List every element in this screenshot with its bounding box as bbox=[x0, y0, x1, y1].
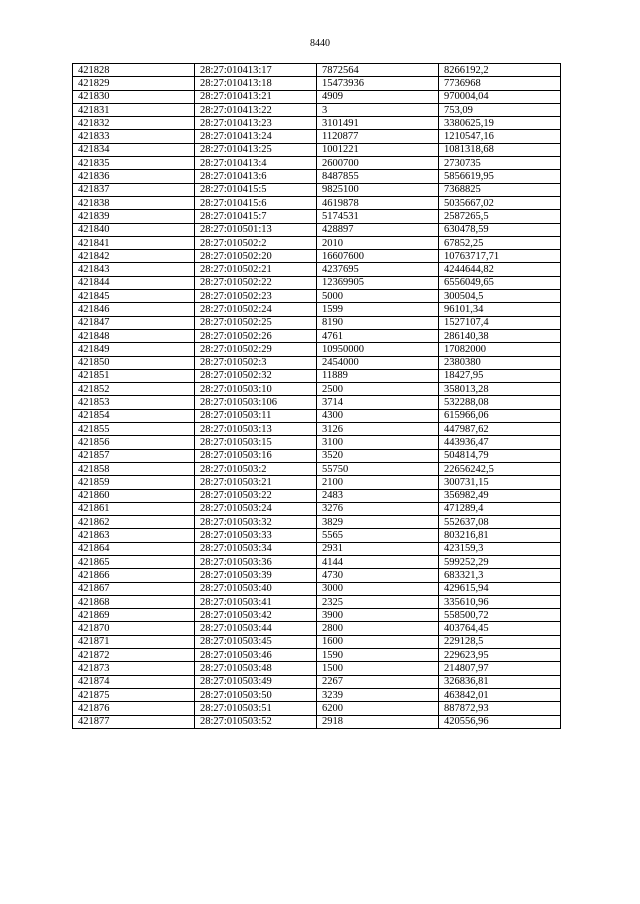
cadastral-number-cell: 28:27:010503:33 bbox=[195, 529, 317, 542]
area-cell: 9825100 bbox=[317, 183, 439, 196]
cadastral-number-cell: 28:27:010502:25 bbox=[195, 316, 317, 329]
cadastral-number-cell: 28:27:010503:48 bbox=[195, 662, 317, 675]
record-id-cell: 421861 bbox=[73, 502, 195, 515]
cadastral-number-cell: 28:27:010501:13 bbox=[195, 223, 317, 236]
record-id-cell: 421871 bbox=[73, 635, 195, 648]
data-table bbox=[72, 63, 561, 729]
record-id-cell: 421843 bbox=[73, 263, 195, 276]
value-cell: 630478,59 bbox=[439, 223, 561, 236]
cadastral-number-cell: 28:27:010503:16 bbox=[195, 449, 317, 462]
table-row bbox=[73, 196, 561, 209]
value-cell: 7736968 bbox=[439, 77, 561, 90]
cadastral-number-cell: 28:27:010503:50 bbox=[195, 688, 317, 701]
area-cell: 3276 bbox=[317, 502, 439, 515]
record-id-cell: 421851 bbox=[73, 369, 195, 382]
table-row bbox=[73, 688, 561, 701]
cadastral-number-cell: 28:27:010502:20 bbox=[195, 250, 317, 263]
table-row bbox=[73, 582, 561, 595]
table-row bbox=[73, 343, 561, 356]
record-id-cell: 421854 bbox=[73, 409, 195, 422]
page-number: 8440 bbox=[310, 38, 330, 49]
value-cell: 504814,79 bbox=[439, 449, 561, 462]
value-cell: 803216,81 bbox=[439, 529, 561, 542]
area-cell: 6200 bbox=[317, 702, 439, 715]
area-cell: 4761 bbox=[317, 329, 439, 342]
table-row bbox=[73, 130, 561, 143]
cadastral-number-cell: 28:27:010503:40 bbox=[195, 582, 317, 595]
cadastral-number-cell: 28:27:010502:21 bbox=[195, 263, 317, 276]
cadastral-number-cell: 28:27:010415:7 bbox=[195, 210, 317, 223]
table-row bbox=[73, 383, 561, 396]
table-row bbox=[73, 223, 561, 236]
area-cell: 3520 bbox=[317, 449, 439, 462]
record-id-cell: 421838 bbox=[73, 196, 195, 209]
cadastral-number-cell: 28:27:010503:32 bbox=[195, 516, 317, 529]
value-cell: 552637,08 bbox=[439, 516, 561, 529]
cadastral-number-cell: 28:27:010503:52 bbox=[195, 715, 317, 728]
value-cell: 335610,96 bbox=[439, 595, 561, 608]
value-cell: 8266192,2 bbox=[439, 64, 561, 77]
area-cell: 55750 bbox=[317, 462, 439, 475]
record-id-cell: 421848 bbox=[73, 329, 195, 342]
value-cell: 599252,29 bbox=[439, 555, 561, 568]
table-row bbox=[73, 675, 561, 688]
cadastral-number-cell: 28:27:010413:22 bbox=[195, 103, 317, 116]
record-id-cell: 421869 bbox=[73, 609, 195, 622]
value-cell: 1081318,68 bbox=[439, 143, 561, 156]
record-id-cell: 421867 bbox=[73, 582, 195, 595]
cadastral-number-cell: 28:27:010415:6 bbox=[195, 196, 317, 209]
record-id-cell: 421866 bbox=[73, 569, 195, 582]
value-cell: 403764,45 bbox=[439, 622, 561, 635]
cadastral-number-cell: 28:27:010503:42 bbox=[195, 609, 317, 622]
table-row bbox=[73, 409, 561, 422]
area-cell: 8487855 bbox=[317, 170, 439, 183]
record-id-cell: 421855 bbox=[73, 423, 195, 436]
table-row bbox=[73, 276, 561, 289]
table-row bbox=[73, 263, 561, 276]
cadastral-number-cell: 28:27:010503:13 bbox=[195, 423, 317, 436]
record-id-cell: 421858 bbox=[73, 462, 195, 475]
value-cell: 286140,38 bbox=[439, 329, 561, 342]
table-row bbox=[73, 103, 561, 116]
value-cell: 420556,96 bbox=[439, 715, 561, 728]
record-id-cell: 421840 bbox=[73, 223, 195, 236]
area-cell: 2267 bbox=[317, 675, 439, 688]
value-cell: 5856619,95 bbox=[439, 170, 561, 183]
record-id-cell: 421849 bbox=[73, 343, 195, 356]
area-cell: 2010 bbox=[317, 236, 439, 249]
cadastral-number-cell: 28:27:010503:36 bbox=[195, 555, 317, 568]
record-id-cell: 421835 bbox=[73, 157, 195, 170]
area-cell: 3829 bbox=[317, 516, 439, 529]
record-id-cell: 421833 bbox=[73, 130, 195, 143]
record-id-cell: 421836 bbox=[73, 170, 195, 183]
area-cell: 2800 bbox=[317, 622, 439, 635]
value-cell: 2380380 bbox=[439, 356, 561, 369]
value-cell: 683321,3 bbox=[439, 569, 561, 582]
record-id-cell: 421860 bbox=[73, 489, 195, 502]
record-id-cell: 421845 bbox=[73, 290, 195, 303]
area-cell: 2918 bbox=[317, 715, 439, 728]
table-row bbox=[73, 449, 561, 462]
cadastral-number-cell: 28:27:010503:10 bbox=[195, 383, 317, 396]
record-id-cell: 421830 bbox=[73, 90, 195, 103]
cadastral-number-cell: 28:27:010503:49 bbox=[195, 675, 317, 688]
value-cell: 356982,49 bbox=[439, 489, 561, 502]
record-id-cell: 421870 bbox=[73, 622, 195, 635]
area-cell: 11889 bbox=[317, 369, 439, 382]
record-id-cell: 421864 bbox=[73, 542, 195, 555]
value-cell: 214807,97 bbox=[439, 662, 561, 675]
area-cell: 3000 bbox=[317, 582, 439, 595]
value-cell: 22656242,5 bbox=[439, 462, 561, 475]
record-id-cell: 421876 bbox=[73, 702, 195, 715]
cadastral-number-cell: 28:27:010413:18 bbox=[195, 77, 317, 90]
table-body bbox=[73, 64, 561, 729]
value-cell: 1527107,4 bbox=[439, 316, 561, 329]
cadastral-number-cell: 28:27:010502:29 bbox=[195, 343, 317, 356]
record-id-cell: 421847 bbox=[73, 316, 195, 329]
value-cell: 7368825 bbox=[439, 183, 561, 196]
table-row bbox=[73, 476, 561, 489]
cadastral-number-cell: 28:27:010413:4 bbox=[195, 157, 317, 170]
area-cell: 1120877 bbox=[317, 130, 439, 143]
record-id-cell: 421872 bbox=[73, 649, 195, 662]
table-row bbox=[73, 502, 561, 515]
record-id-cell: 421841 bbox=[73, 236, 195, 249]
area-cell: 4730 bbox=[317, 569, 439, 582]
value-cell: 3380625,19 bbox=[439, 117, 561, 130]
table-row bbox=[73, 529, 561, 542]
cadastral-number-cell: 28:27:010502:23 bbox=[195, 290, 317, 303]
area-cell: 3126 bbox=[317, 423, 439, 436]
cadastral-number-cell: 28:27:010503:51 bbox=[195, 702, 317, 715]
table-row bbox=[73, 117, 561, 130]
cadastral-number-cell: 28:27:010502:3 bbox=[195, 356, 317, 369]
value-cell: 300504,5 bbox=[439, 290, 561, 303]
cadastral-number-cell: 28:27:010503:106 bbox=[195, 396, 317, 409]
cadastral-number-cell: 28:27:010502:24 bbox=[195, 303, 317, 316]
area-cell: 1500 bbox=[317, 662, 439, 675]
table-row bbox=[73, 516, 561, 529]
area-cell: 3900 bbox=[317, 609, 439, 622]
record-id-cell: 421844 bbox=[73, 276, 195, 289]
table-row bbox=[73, 356, 561, 369]
cadastral-number-cell: 28:27:010503:39 bbox=[195, 569, 317, 582]
record-id-cell: 421828 bbox=[73, 64, 195, 77]
value-cell: 615966,06 bbox=[439, 409, 561, 422]
table-row bbox=[73, 157, 561, 170]
table-row bbox=[73, 396, 561, 409]
value-cell: 2730735 bbox=[439, 157, 561, 170]
value-cell: 17082000 bbox=[439, 343, 561, 356]
table-row bbox=[73, 303, 561, 316]
value-cell: 358013,28 bbox=[439, 383, 561, 396]
table-row bbox=[73, 542, 561, 555]
record-id-cell: 421834 bbox=[73, 143, 195, 156]
table-row bbox=[73, 555, 561, 568]
record-id-cell: 421874 bbox=[73, 675, 195, 688]
cadastral-number-cell: 28:27:010503:34 bbox=[195, 542, 317, 555]
area-cell: 4237695 bbox=[317, 263, 439, 276]
area-cell: 1590 bbox=[317, 649, 439, 662]
value-cell: 887872,93 bbox=[439, 702, 561, 715]
area-cell: 3100 bbox=[317, 436, 439, 449]
record-id-cell: 421863 bbox=[73, 529, 195, 542]
area-cell: 3714 bbox=[317, 396, 439, 409]
record-id-cell: 421865 bbox=[73, 555, 195, 568]
area-cell: 2100 bbox=[317, 476, 439, 489]
record-id-cell: 421856 bbox=[73, 436, 195, 449]
area-cell: 2500 bbox=[317, 383, 439, 396]
area-cell: 2483 bbox=[317, 489, 439, 502]
table-row bbox=[73, 143, 561, 156]
cadastral-number-cell: 28:27:010503:46 bbox=[195, 649, 317, 662]
value-cell: 229128,5 bbox=[439, 635, 561, 648]
record-id-cell: 421831 bbox=[73, 103, 195, 116]
record-id-cell: 421868 bbox=[73, 595, 195, 608]
value-cell: 96101,34 bbox=[439, 303, 561, 316]
area-cell: 5565 bbox=[317, 529, 439, 542]
area-cell: 5000 bbox=[317, 290, 439, 303]
cadastral-number-cell: 28:27:010413:6 bbox=[195, 170, 317, 183]
cadastral-number-cell: 28:27:010413:17 bbox=[195, 64, 317, 77]
value-cell: 1210547,16 bbox=[439, 130, 561, 143]
table-row bbox=[73, 183, 561, 196]
cadastral-number-cell: 28:27:010413:21 bbox=[195, 90, 317, 103]
cadastral-number-cell: 28:27:010503:2 bbox=[195, 462, 317, 475]
value-cell: 300731,15 bbox=[439, 476, 561, 489]
cadastral-number-cell: 28:27:010502:2 bbox=[195, 236, 317, 249]
area-cell: 8190 bbox=[317, 316, 439, 329]
table-row bbox=[73, 635, 561, 648]
table-row bbox=[73, 649, 561, 662]
table-row bbox=[73, 462, 561, 475]
value-cell: 471289,4 bbox=[439, 502, 561, 515]
area-cell: 12369905 bbox=[317, 276, 439, 289]
table-row bbox=[73, 90, 561, 103]
table-row bbox=[73, 290, 561, 303]
value-cell: 6556049,65 bbox=[439, 276, 561, 289]
table-row bbox=[73, 622, 561, 635]
table-row bbox=[73, 250, 561, 263]
value-cell: 229623,95 bbox=[439, 649, 561, 662]
table-row bbox=[73, 316, 561, 329]
record-id-cell: 421846 bbox=[73, 303, 195, 316]
cadastral-number-cell: 28:27:010503:44 bbox=[195, 622, 317, 635]
table-row bbox=[73, 702, 561, 715]
value-cell: 532288,08 bbox=[439, 396, 561, 409]
cadastral-number-cell: 28:27:010503:15 bbox=[195, 436, 317, 449]
area-cell: 2454000 bbox=[317, 356, 439, 369]
value-cell: 429615,94 bbox=[439, 582, 561, 595]
cadastral-number-cell: 28:27:010502:26 bbox=[195, 329, 317, 342]
table-row bbox=[73, 436, 561, 449]
cadastral-number-cell: 28:27:010413:25 bbox=[195, 143, 317, 156]
table-row bbox=[73, 595, 561, 608]
record-id-cell: 421857 bbox=[73, 449, 195, 462]
value-cell: 447987,62 bbox=[439, 423, 561, 436]
table-row bbox=[73, 662, 561, 675]
table-row bbox=[73, 64, 561, 77]
record-id-cell: 421877 bbox=[73, 715, 195, 728]
record-id-cell: 421842 bbox=[73, 250, 195, 263]
area-cell: 5174531 bbox=[317, 210, 439, 223]
record-id-cell: 421832 bbox=[73, 117, 195, 130]
record-id-cell: 421853 bbox=[73, 396, 195, 409]
value-cell: 18427,95 bbox=[439, 369, 561, 382]
cadastral-number-cell: 28:27:010415:5 bbox=[195, 183, 317, 196]
record-id-cell: 421873 bbox=[73, 662, 195, 675]
record-id-cell: 421839 bbox=[73, 210, 195, 223]
record-id-cell: 421829 bbox=[73, 77, 195, 90]
area-cell: 428897 bbox=[317, 223, 439, 236]
value-cell: 5035667,02 bbox=[439, 196, 561, 209]
value-cell: 970004,04 bbox=[439, 90, 561, 103]
cadastral-number-cell: 28:27:010503:22 bbox=[195, 489, 317, 502]
cadastral-number-cell: 28:27:010503:11 bbox=[195, 409, 317, 422]
record-id-cell: 421875 bbox=[73, 688, 195, 701]
table-row bbox=[73, 369, 561, 382]
table-row bbox=[73, 329, 561, 342]
table-row bbox=[73, 715, 561, 728]
area-cell: 4144 bbox=[317, 555, 439, 568]
value-cell: 67852,25 bbox=[439, 236, 561, 249]
area-cell: 4909 bbox=[317, 90, 439, 103]
value-cell: 443936,47 bbox=[439, 436, 561, 449]
table-row bbox=[73, 569, 561, 582]
area-cell: 3 bbox=[317, 103, 439, 116]
area-cell: 2600700 bbox=[317, 157, 439, 170]
area-cell: 7872564 bbox=[317, 64, 439, 77]
area-cell: 15473936 bbox=[317, 77, 439, 90]
value-cell: 753,09 bbox=[439, 103, 561, 116]
cadastral-number-cell: 28:27:010413:23 bbox=[195, 117, 317, 130]
cadastral-number-cell: 28:27:010503:21 bbox=[195, 476, 317, 489]
cadastral-number-cell: 28:27:010503:41 bbox=[195, 595, 317, 608]
record-id-cell: 421837 bbox=[73, 183, 195, 196]
cadastral-number-cell: 28:27:010503:24 bbox=[195, 502, 317, 515]
value-cell: 326836,81 bbox=[439, 675, 561, 688]
area-cell: 3239 bbox=[317, 688, 439, 701]
cadastral-number-cell: 28:27:010503:45 bbox=[195, 635, 317, 648]
table-row bbox=[73, 423, 561, 436]
record-id-cell: 421852 bbox=[73, 383, 195, 396]
area-cell: 1600 bbox=[317, 635, 439, 648]
area-cell: 2931 bbox=[317, 542, 439, 555]
area-cell: 2325 bbox=[317, 595, 439, 608]
table-row bbox=[73, 210, 561, 223]
value-cell: 10763717,71 bbox=[439, 250, 561, 263]
value-cell: 463842,01 bbox=[439, 688, 561, 701]
table-row bbox=[73, 236, 561, 249]
table-row bbox=[73, 609, 561, 622]
table-row bbox=[73, 77, 561, 90]
area-cell: 1599 bbox=[317, 303, 439, 316]
table-row bbox=[73, 489, 561, 502]
record-id-cell: 421859 bbox=[73, 476, 195, 489]
area-cell: 4300 bbox=[317, 409, 439, 422]
value-cell: 4244644,82 bbox=[439, 263, 561, 276]
value-cell: 423159,3 bbox=[439, 542, 561, 555]
area-cell: 3101491 bbox=[317, 117, 439, 130]
area-cell: 16607600 bbox=[317, 250, 439, 263]
cadastral-number-cell: 28:27:010502:22 bbox=[195, 276, 317, 289]
area-cell: 1001221 bbox=[317, 143, 439, 156]
record-id-cell: 421850 bbox=[73, 356, 195, 369]
area-cell: 4619878 bbox=[317, 196, 439, 209]
value-cell: 558500,72 bbox=[439, 609, 561, 622]
cadastral-number-cell: 28:27:010502:32 bbox=[195, 369, 317, 382]
record-id-cell: 421862 bbox=[73, 516, 195, 529]
area-cell: 10950000 bbox=[317, 343, 439, 356]
table-row bbox=[73, 170, 561, 183]
value-cell: 2587265,5 bbox=[439, 210, 561, 223]
cadastral-number-cell: 28:27:010413:24 bbox=[195, 130, 317, 143]
